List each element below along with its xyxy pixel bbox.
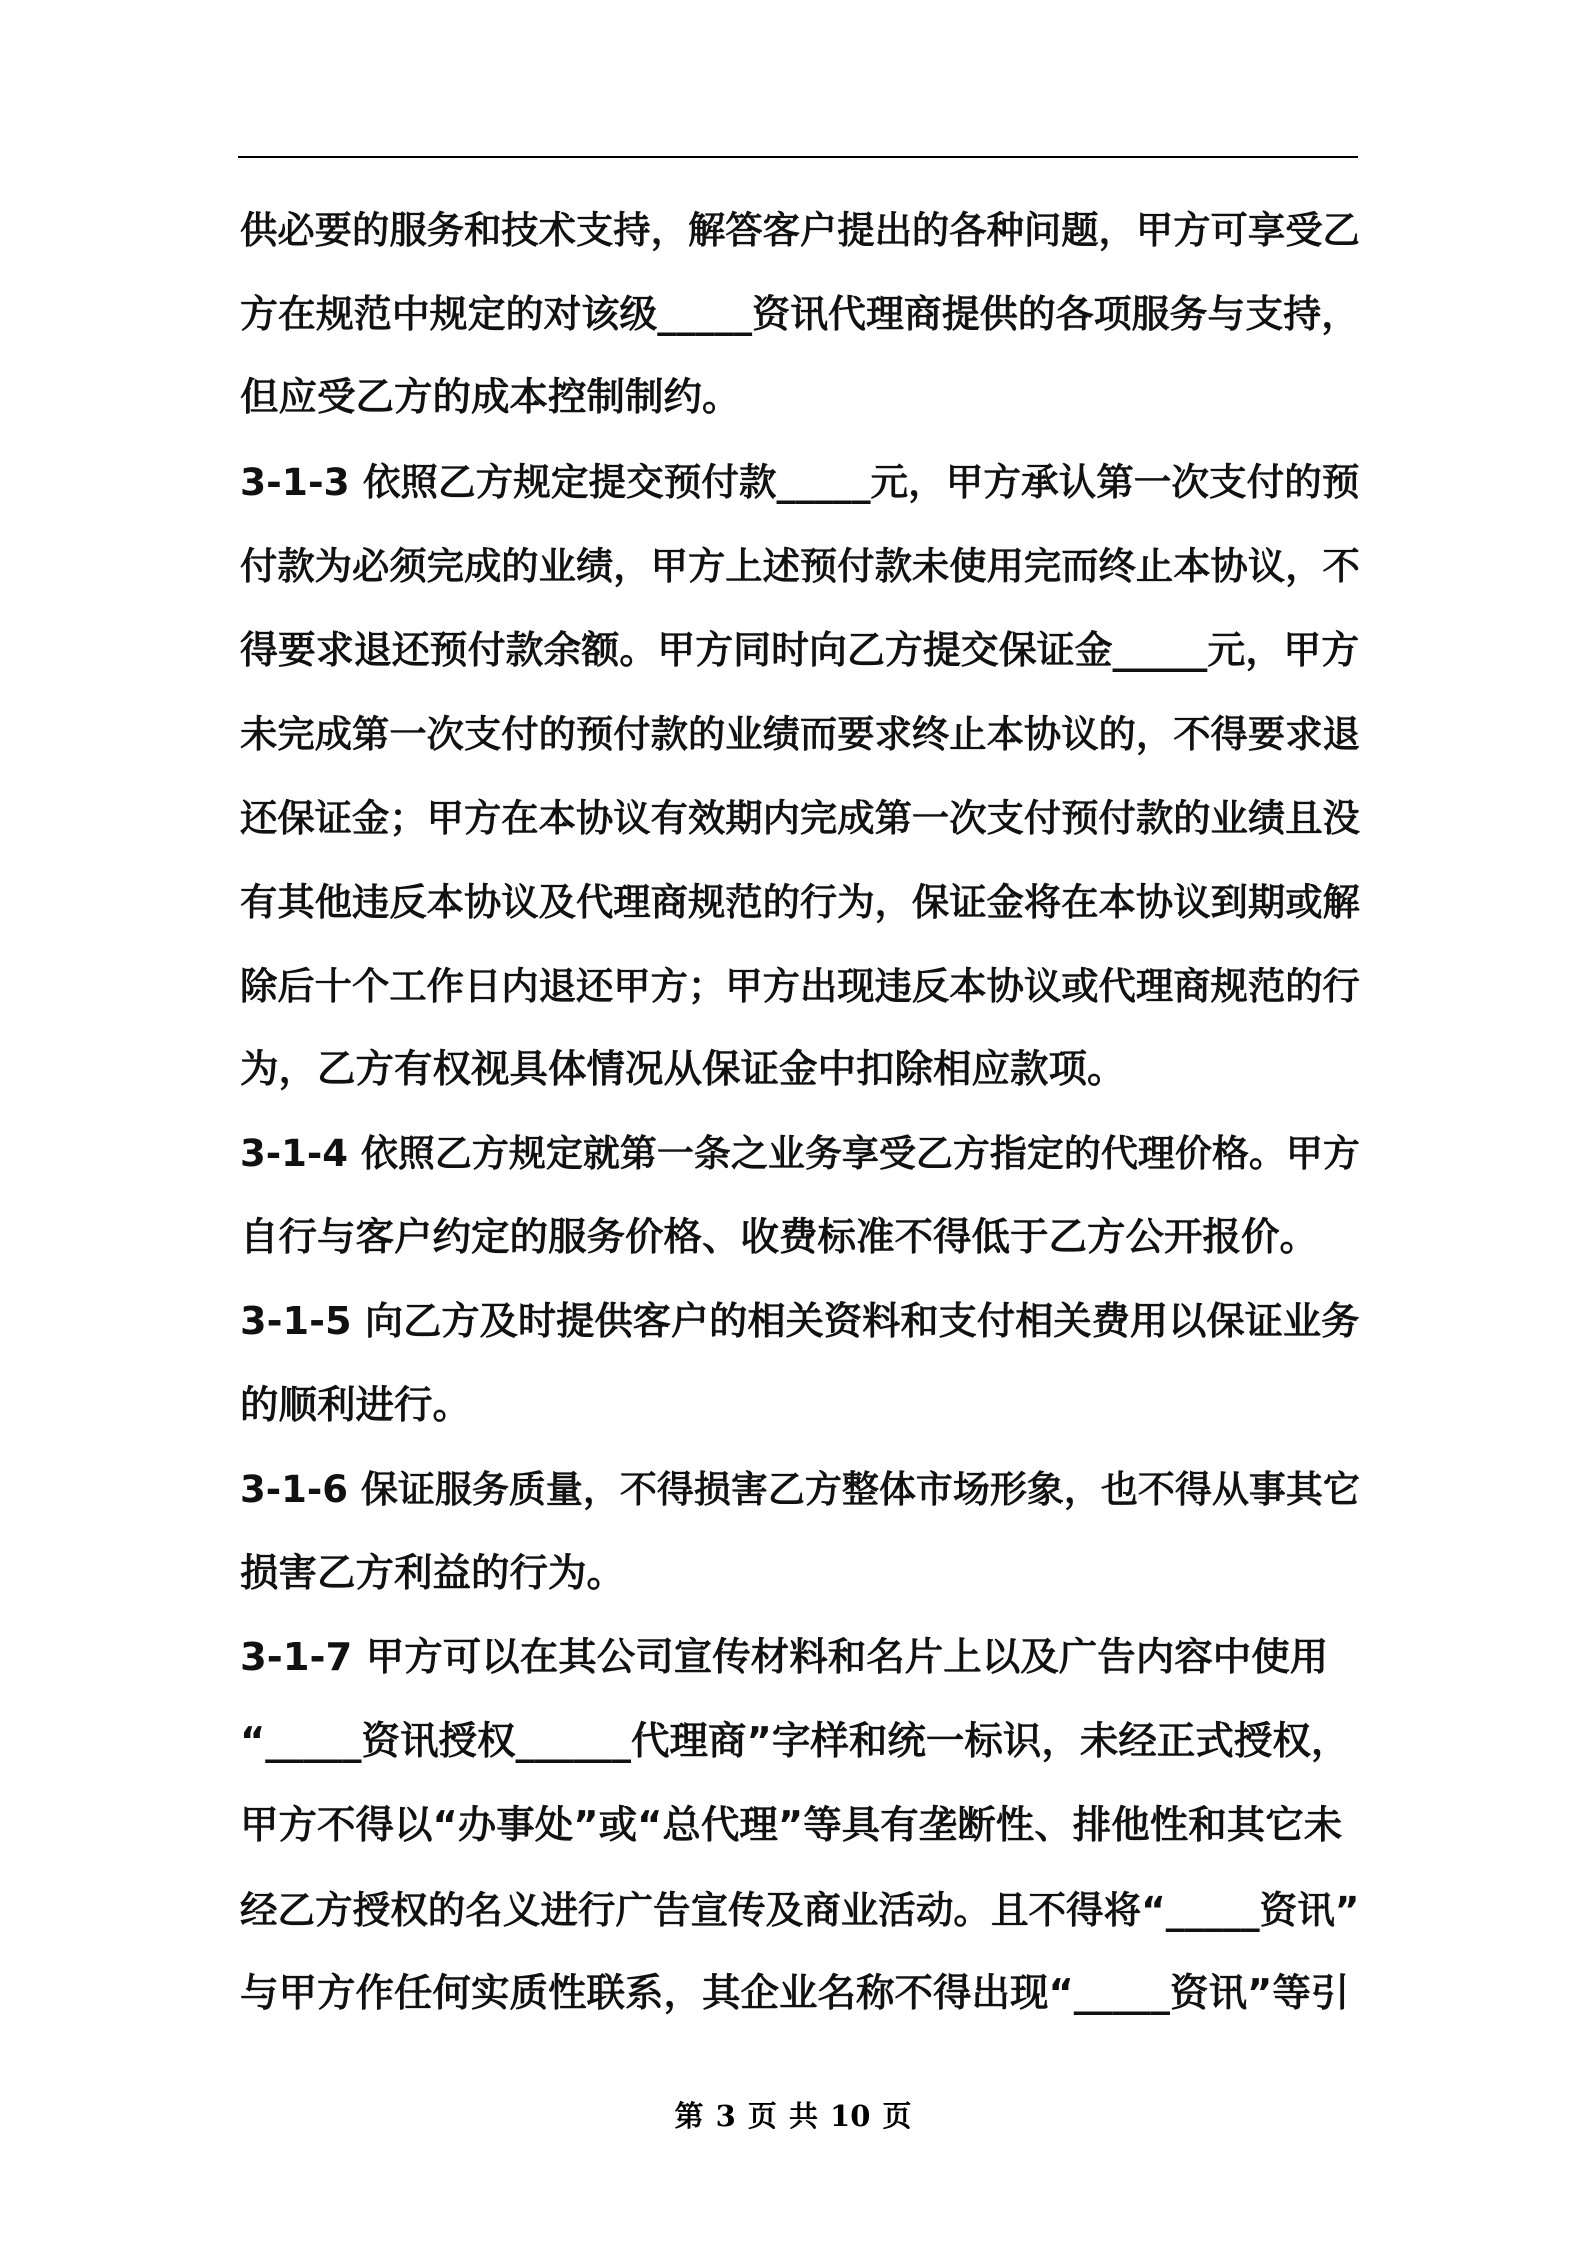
text-line: 方在规范中规定的对该级_____资讯代理商提供的各项服务与支持， [240, 292, 1360, 336]
text-line: 得要求退还预付款余额。甲方同时向乙方提交保证金_____元，甲方 [240, 628, 1360, 672]
page-number-footer: 第 3 页 共 10 页 [674, 2099, 912, 2133]
header-divider [238, 156, 1358, 158]
text-line: 的顺利进行。 [240, 1383, 472, 1428]
text-line: 3-1-4 依照乙方规定就第一条之业务享受乙方指定的代理价格。甲方 [240, 1132, 1360, 1175]
text-line: 经乙方授权的名义进行广告宣传及商业活动。且不得将“_____资讯” [240, 1888, 1360, 1932]
document-body [240, 188, 1360, 2036]
text-line: 但应受乙方的成本控制制约。 [240, 375, 741, 420]
text-line: 未完成第一次支付的预付款的业绩而要求终止本协议的，不得要求退 [240, 712, 1360, 756]
text-line: 有其他违反本协议及代理商规范的行为，保证金将在本协议到期或解 [240, 880, 1360, 924]
text-line: 损害乙方利益的行为。 [240, 1551, 626, 1596]
text-line: 3-1-5 向乙方及时提供客户的相关资料和支付相关费用以保证业务 [240, 1299, 1360, 1344]
text-line: 付款为必须完成的业绩，甲方上述预付款未使用完而终止本协议，不 [240, 544, 1360, 588]
text-line: 3-1-3 依照乙方规定提交预付款_____元，甲方承认第一次支付的预 [240, 460, 1360, 504]
text-line: 供必要的服务和技术支持，解答客户提出的各种问题，甲方可享受乙 [240, 208, 1360, 252]
text-line: 为，乙方有权视具体情况从保证金中扣除相应款项。 [240, 1047, 1126, 1092]
text-line: 3-1-7 甲方可以在其公司宣传材料和名片上以及广告内容中使用 [240, 1635, 1329, 1680]
text-line: 自行与客户约定的服务价格、收费标准不得低于乙方公开报价。 [240, 1215, 1319, 1260]
text-line: 与甲方作任何实质性联系，其企业名称不得出现“_____资讯”等引 [240, 1971, 1350, 2016]
text-line: 还保证金；甲方在本协议有效期内完成第一次支付预付款的业绩且没 [240, 796, 1360, 840]
text-line: 3-1-6 保证服务质量，不得损害乙方整体市场形象，也不得从事其它 [240, 1468, 1360, 1511]
text-line: 甲方不得以“办事处”或“总代理”等具有垄断性、排他性和其它未 [240, 1803, 1343, 1848]
text-line: “_____资讯授权______代理商”字样和统一标识，未经正式授权， [240, 1719, 1350, 1764]
text-line: 除后十个工作日内退还甲方；甲方出现违反本协议或代理商规范的行 [240, 964, 1360, 1008]
